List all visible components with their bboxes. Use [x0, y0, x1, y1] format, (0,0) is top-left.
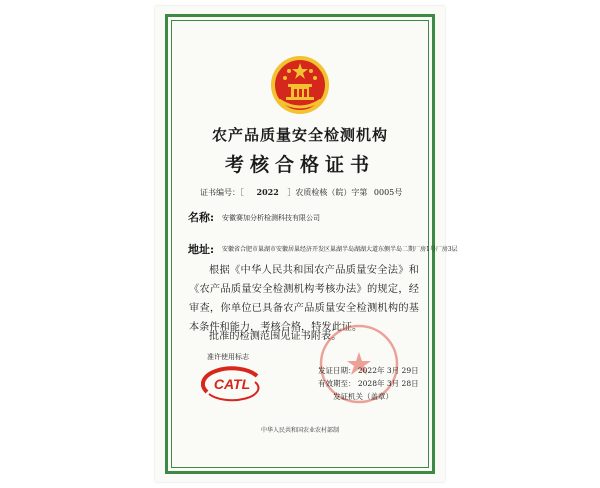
catl-logo-text: CATL [213, 376, 251, 392]
certificate-number [200, 187, 430, 198]
valid-until-day: 28 [401, 379, 412, 388]
cert-no-middle: ］农质检核（皖）字第 [287, 188, 368, 197]
issuer-label: 发证机关（盖章） [333, 392, 393, 401]
address-label: 地址: [188, 243, 215, 256]
valid-until-date: 有效期至： 2028年 3月 28日 [318, 379, 419, 388]
issue-date-day: 29 [401, 366, 412, 375]
national-emblem-icon [269, 54, 331, 116]
name-value: 安徽赛加分析检测科技有限公司 [222, 214, 320, 222]
mark-caption: 准许使用标志 [207, 353, 249, 361]
issue-date-label: 发证日期： [318, 366, 356, 375]
valid-until-month: 3 [386, 379, 392, 388]
cert-no-year: 2022 [256, 187, 279, 197]
certificate-title: 农产品质量安全检测机构 [211, 126, 388, 144]
body-paragraph-1: 根据《中华人民共和国农产品质量安全法》和《农产品质量安全检测机构考核办法》的规定，经审查，你单位已具备农产品质量安全检测机构的基本条件和能力，考核合格，特发此证。 [189, 265, 419, 333]
cert-no-number: 0005号 [373, 188, 403, 197]
issue-date-year: 2022 [357, 366, 377, 375]
valid-until-year: 2028 [357, 379, 377, 388]
issue-date-month: 3 [386, 366, 392, 375]
address-value: 安徽省合肥市巢湖市安徽居巢经济开发区巢湖半岛湖湖大道东侧半岛二期厂房1号厂房3层 [222, 246, 458, 253]
cert-no-prefix: 证书编号：［ [200, 188, 244, 197]
name-label: 名称: [188, 211, 215, 224]
issue-date: 发证日期： 2022年 3月 29日 [318, 366, 419, 375]
valid-until-label: 有效期至： [318, 379, 356, 388]
catl-logo-icon [201, 364, 263, 402]
certificate-subtitle: 考核合格证书 [224, 154, 375, 176]
footer-issuer-note: 中华人民共和国农业农村部制 [260, 427, 339, 434]
body-paragraph-2: 批准的检测范围见证书附表。 [209, 331, 342, 342]
